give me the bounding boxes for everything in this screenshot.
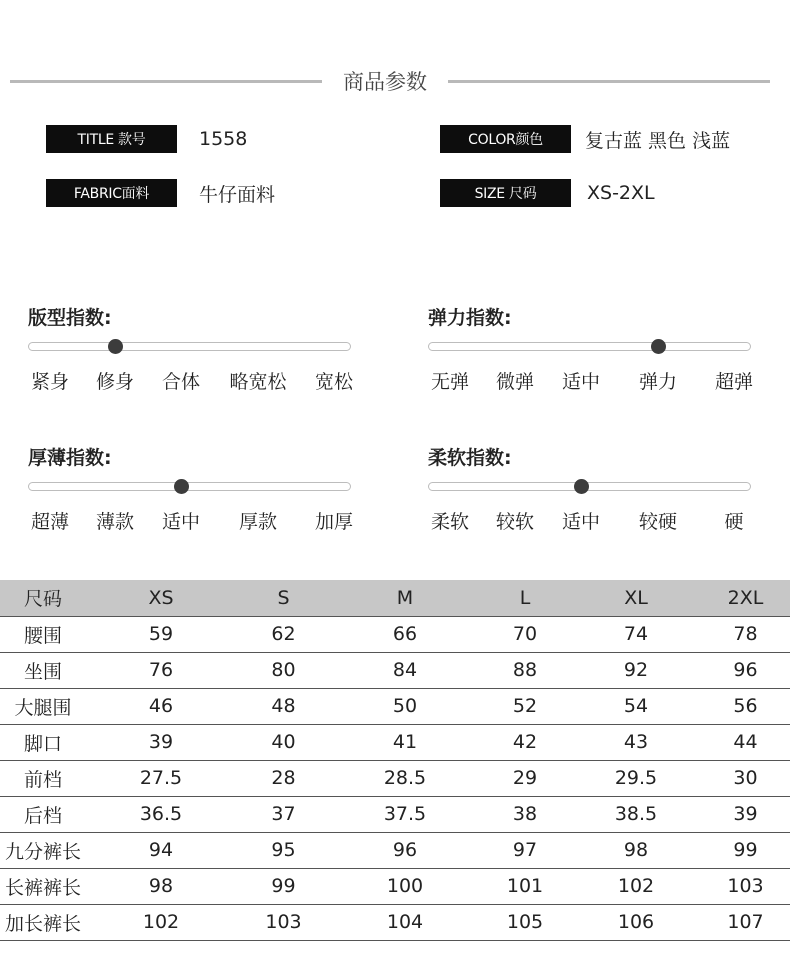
table-cell: 98 [86,868,236,904]
index-slider-track [28,342,351,351]
table-cell: 88 [479,652,571,688]
table-cell: 27.5 [86,760,236,796]
table-cell: 70 [479,616,571,652]
table-cell: 62 [236,616,331,652]
index-label: 适中 [561,371,601,393]
thickness-index [28,443,353,543]
table-cell: 95 [236,832,331,868]
table-cell: 前档 [0,760,86,796]
table-row [0,760,790,796]
index-slider-knob [651,339,666,354]
param-tag: FABRIC面料 [46,179,177,207]
param-tag: TITLE 款号 [46,125,177,153]
fit-index [28,303,353,403]
table-cell: 101 [479,868,571,904]
table-cell: 大腿围 [0,688,86,724]
table-cell: 99 [236,868,331,904]
table-cell: 103 [236,904,331,940]
table-cell: 56 [701,688,790,724]
index-label: 超薄 [30,511,70,533]
table-cell: 105 [479,904,571,940]
param-value: 复古蓝 黑色 浅蓝 [585,129,731,152]
table-cell: 38 [479,796,571,832]
table-cell: 102 [571,868,701,904]
index-slider-knob [574,479,589,494]
index-label: 微弹 [495,371,535,393]
index-label: 紧身 [30,371,70,393]
index-label: 适中 [161,511,201,533]
table-row [0,616,790,652]
table-header-cell: S [236,580,331,616]
table-cell: 50 [331,688,479,724]
table-cell: 36.5 [86,796,236,832]
table-cell: 39 [701,796,790,832]
table-header-cell: 尺码 [0,580,86,616]
table-cell: 104 [331,904,479,940]
header-divider-left [10,80,322,83]
table-cell: 28 [236,760,331,796]
table-cell: 100 [331,868,479,904]
index-name: 版型指数: [28,307,112,329]
header-divider-right [448,80,770,83]
table-cell: 29.5 [571,760,701,796]
index-label: 厚款 [238,511,278,533]
table-cell: 九分裤长 [0,832,86,868]
index-label: 弹力 [638,371,678,393]
index-label: 无弹 [430,371,470,393]
table-cell: 后档 [0,796,86,832]
index-name: 弹力指数: [428,307,512,329]
table-cell: 78 [701,616,790,652]
table-cell: 97 [479,832,571,868]
index-slider-knob [108,339,123,354]
param-color [440,121,730,157]
table-cell: 66 [331,616,479,652]
index-labels [428,507,758,533]
table-cell: 29 [479,760,571,796]
index-label: 柔软 [430,511,470,533]
table-header-cell: XL [571,580,701,616]
table-row [0,832,790,868]
table-cell: 44 [701,724,790,760]
index-label: 硬 [724,511,744,533]
table-cell: 48 [236,688,331,724]
table-cell: 96 [701,652,790,688]
index-slider-knob [174,479,189,494]
param-value: XS-2XL [587,182,655,204]
table-cell: 76 [86,652,236,688]
index-name: 厚薄指数: [28,447,112,469]
table-cell: 84 [331,652,479,688]
param-value: 1558 [199,128,248,150]
section-header [0,62,790,98]
table-cell: 54 [571,688,701,724]
table-cell: 103 [701,868,790,904]
index-labels [28,367,358,393]
index-label: 宽松 [314,371,354,393]
table-cell: 43 [571,724,701,760]
table-cell: 52 [479,688,571,724]
table-header-cell: L [479,580,571,616]
table-cell: 94 [86,832,236,868]
index-labels [28,507,358,533]
index-label: 薄款 [95,511,135,533]
table-row [0,868,790,904]
table-cell: 28.5 [331,760,479,796]
table-cell: 80 [236,652,331,688]
index-label: 略宽松 [229,371,287,393]
index-label: 适中 [561,511,601,533]
table-cell: 99 [701,832,790,868]
table-cell: 92 [571,652,701,688]
size-table [0,580,790,941]
section-title: 商品参数 [343,70,427,94]
index-slider-track [428,482,751,491]
table-row [0,904,790,940]
table-cell: 37.5 [331,796,479,832]
param-fabric [46,175,275,211]
param-tag: SIZE 尺码 [440,179,571,207]
table-cell: 42 [479,724,571,760]
index-label: 超弹 [714,371,754,393]
table-cell: 坐围 [0,652,86,688]
table-cell: 39 [86,724,236,760]
index-slider-track [28,482,351,491]
table-cell: 59 [86,616,236,652]
index-label: 较软 [495,511,535,533]
table-cell: 41 [331,724,479,760]
table-cell: 74 [571,616,701,652]
table-cell: 40 [236,724,331,760]
table-header-cell: XS [86,580,236,616]
table-cell: 加长裤长 [0,904,86,940]
index-label: 加厚 [314,511,354,533]
softness-index [428,443,753,543]
table-cell: 腰围 [0,616,86,652]
table-cell: 107 [701,904,790,940]
table-row [0,796,790,832]
table-row [0,724,790,760]
param-size [440,175,655,211]
param-title [46,121,247,157]
table-cell: 37 [236,796,331,832]
table-cell: 46 [86,688,236,724]
param-value: 牛仔面料 [199,183,276,206]
table-cell: 脚口 [0,724,86,760]
table-row [0,652,790,688]
table-cell: 102 [86,904,236,940]
index-label: 合体 [161,371,201,393]
table-cell: 106 [571,904,701,940]
index-label: 较硬 [638,511,678,533]
param-tag: COLOR颜色 [440,125,571,153]
index-label: 修身 [95,371,135,393]
index-slider-track [428,342,751,351]
index-name: 柔软指数: [428,447,512,469]
table-row [0,688,790,724]
table-cell: 长裤裤长 [0,868,86,904]
table-header-cell: 2XL [701,580,790,616]
elasticity-index [428,303,753,403]
table-cell: 98 [571,832,701,868]
table-cell: 30 [701,760,790,796]
index-labels [428,367,758,393]
table-header-row [0,580,790,616]
table-header-cell: M [331,580,479,616]
table-cell: 96 [331,832,479,868]
table-cell: 38.5 [571,796,701,832]
